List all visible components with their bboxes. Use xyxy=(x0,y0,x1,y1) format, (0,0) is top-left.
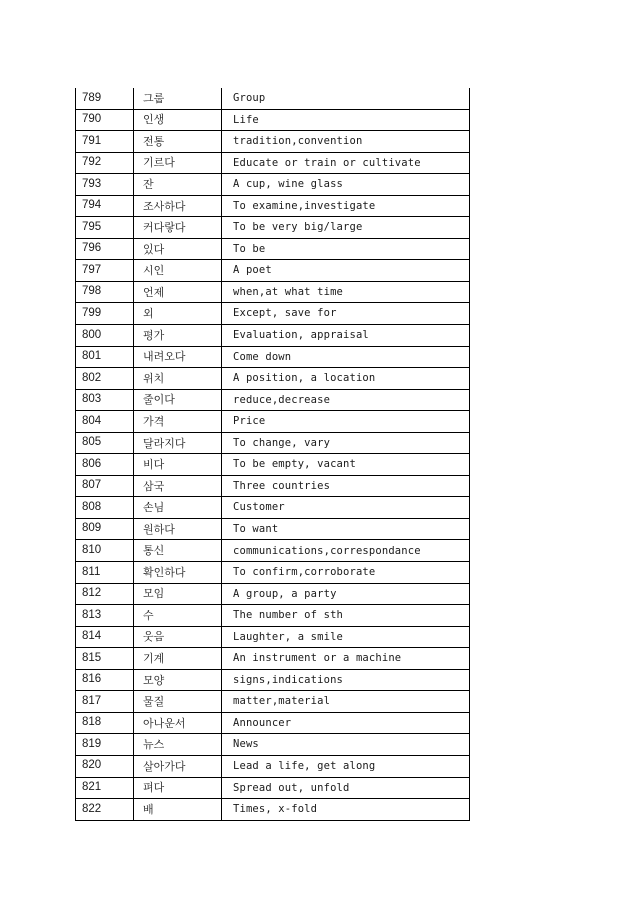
row-number: 798 xyxy=(76,281,134,303)
row-number: 803 xyxy=(76,389,134,411)
row-number: 793 xyxy=(76,174,134,196)
row-number: 799 xyxy=(76,303,134,325)
row-number: 805 xyxy=(76,432,134,454)
row-number: 790 xyxy=(76,109,134,131)
row-number: 813 xyxy=(76,605,134,627)
korean-word: 모임 xyxy=(134,583,222,605)
korean-word: 물질 xyxy=(134,691,222,713)
english-meaning: A poet xyxy=(222,260,470,282)
table-row xyxy=(76,497,470,519)
row-number: 800 xyxy=(76,325,134,347)
table-row xyxy=(76,583,470,605)
korean-word: 시인 xyxy=(134,260,222,282)
korean-word: 외 xyxy=(134,303,222,325)
row-number: 820 xyxy=(76,755,134,777)
table-row xyxy=(76,712,470,734)
korean-word: 펴다 xyxy=(134,777,222,799)
korean-word: 조사하다 xyxy=(134,195,222,217)
korean-word: 모양 xyxy=(134,669,222,691)
vocabulary-table-body xyxy=(76,88,470,820)
row-number: 817 xyxy=(76,691,134,713)
english-meaning: To want xyxy=(222,518,470,540)
row-number: 804 xyxy=(76,411,134,433)
korean-word: 통신 xyxy=(134,540,222,562)
vocabulary-table xyxy=(75,88,470,821)
table-row xyxy=(76,691,470,713)
english-meaning: Life xyxy=(222,109,470,131)
row-number: 795 xyxy=(76,217,134,239)
english-meaning: To be xyxy=(222,238,470,260)
english-meaning: Times, x-fold xyxy=(222,799,470,821)
row-number: 812 xyxy=(76,583,134,605)
table-row xyxy=(76,195,470,217)
row-number: 789 xyxy=(76,88,134,109)
english-meaning: Price xyxy=(222,411,470,433)
row-number: 815 xyxy=(76,648,134,670)
row-number: 821 xyxy=(76,777,134,799)
table-row xyxy=(76,109,470,131)
english-meaning: A position, a location xyxy=(222,368,470,390)
korean-word: 평가 xyxy=(134,325,222,347)
korean-word: 원하다 xyxy=(134,518,222,540)
korean-word: 살아가다 xyxy=(134,755,222,777)
table-row xyxy=(76,669,470,691)
korean-word: 달라지다 xyxy=(134,432,222,454)
table-row xyxy=(76,174,470,196)
row-number: 806 xyxy=(76,454,134,476)
table-row xyxy=(76,755,470,777)
korean-word: 커다랗다 xyxy=(134,217,222,239)
english-meaning: To be very big/large xyxy=(222,217,470,239)
table-row xyxy=(76,260,470,282)
english-meaning: Announcer xyxy=(222,712,470,734)
row-number: 794 xyxy=(76,195,134,217)
korean-word: 가격 xyxy=(134,411,222,433)
table-row xyxy=(76,734,470,756)
table-row xyxy=(76,131,470,153)
korean-word: 내려오다 xyxy=(134,346,222,368)
row-number: 801 xyxy=(76,346,134,368)
english-meaning: matter,material xyxy=(222,691,470,713)
row-number: 796 xyxy=(76,238,134,260)
korean-word: 확인하다 xyxy=(134,562,222,584)
korean-word: 삼국 xyxy=(134,475,222,497)
english-meaning: signs,indications xyxy=(222,669,470,691)
korean-word: 비다 xyxy=(134,454,222,476)
row-number: 816 xyxy=(76,669,134,691)
table-row xyxy=(76,432,470,454)
english-meaning: Except, save for xyxy=(222,303,470,325)
table-row xyxy=(76,303,470,325)
korean-word: 손님 xyxy=(134,497,222,519)
english-meaning: To examine,investigate xyxy=(222,195,470,217)
row-number: 810 xyxy=(76,540,134,562)
table-row xyxy=(76,648,470,670)
row-number: 822 xyxy=(76,799,134,821)
korean-word: 전통 xyxy=(134,131,222,153)
korean-word: 있다 xyxy=(134,238,222,260)
row-number: 811 xyxy=(76,562,134,584)
korean-word: 그룹 xyxy=(134,88,222,109)
english-meaning: when,at what time xyxy=(222,281,470,303)
table-row xyxy=(76,411,470,433)
english-meaning: News xyxy=(222,734,470,756)
english-meaning: tradition,convention xyxy=(222,131,470,153)
english-meaning: Laughter, a smile xyxy=(222,626,470,648)
table-row xyxy=(76,152,470,174)
english-meaning: Spread out, unfold xyxy=(222,777,470,799)
english-meaning: Lead a life, get along xyxy=(222,755,470,777)
korean-word: 줄이다 xyxy=(134,389,222,411)
row-number: 814 xyxy=(76,626,134,648)
korean-word: 아나운서 xyxy=(134,712,222,734)
table-row xyxy=(76,368,470,390)
row-number: 818 xyxy=(76,712,134,734)
table-row xyxy=(76,605,470,627)
korean-word: 위치 xyxy=(134,368,222,390)
english-meaning: The number of sth xyxy=(222,605,470,627)
table-row xyxy=(76,626,470,648)
row-number: 809 xyxy=(76,518,134,540)
table-row xyxy=(76,389,470,411)
english-meaning: Customer xyxy=(222,497,470,519)
english-meaning: Three countries xyxy=(222,475,470,497)
english-meaning: A cup, wine glass xyxy=(222,174,470,196)
row-number: 807 xyxy=(76,475,134,497)
row-number: 802 xyxy=(76,368,134,390)
row-number: 808 xyxy=(76,497,134,519)
table-row xyxy=(76,562,470,584)
korean-word: 수 xyxy=(134,605,222,627)
table-row xyxy=(76,238,470,260)
table-row xyxy=(76,217,470,239)
korean-word: 뉴스 xyxy=(134,734,222,756)
korean-word: 배 xyxy=(134,799,222,821)
english-meaning: Group xyxy=(222,88,470,109)
english-meaning: communications,correspondance xyxy=(222,540,470,562)
english-meaning: Come down xyxy=(222,346,470,368)
row-number: 797 xyxy=(76,260,134,282)
english-meaning: Educate or train or cultivate xyxy=(222,152,470,174)
row-number: 791 xyxy=(76,131,134,153)
korean-word: 잔 xyxy=(134,174,222,196)
korean-word: 언제 xyxy=(134,281,222,303)
table-row xyxy=(76,346,470,368)
table-row xyxy=(76,88,470,109)
english-meaning: An instrument or a machine xyxy=(222,648,470,670)
korean-word: 기르다 xyxy=(134,152,222,174)
table-row xyxy=(76,281,470,303)
row-number: 819 xyxy=(76,734,134,756)
table-row xyxy=(76,325,470,347)
table-row xyxy=(76,540,470,562)
english-meaning: Evaluation, appraisal xyxy=(222,325,470,347)
table-row xyxy=(76,454,470,476)
korean-word: 기계 xyxy=(134,648,222,670)
table-row xyxy=(76,799,470,821)
english-meaning: To be empty, vacant xyxy=(222,454,470,476)
korean-word: 인생 xyxy=(134,109,222,131)
english-meaning: A group, a party xyxy=(222,583,470,605)
row-number: 792 xyxy=(76,152,134,174)
table-row xyxy=(76,475,470,497)
english-meaning: To change, vary xyxy=(222,432,470,454)
english-meaning: reduce,decrease xyxy=(222,389,470,411)
table-row xyxy=(76,518,470,540)
english-meaning: To confirm,corroborate xyxy=(222,562,470,584)
table-row xyxy=(76,777,470,799)
korean-word: 웃음 xyxy=(134,626,222,648)
